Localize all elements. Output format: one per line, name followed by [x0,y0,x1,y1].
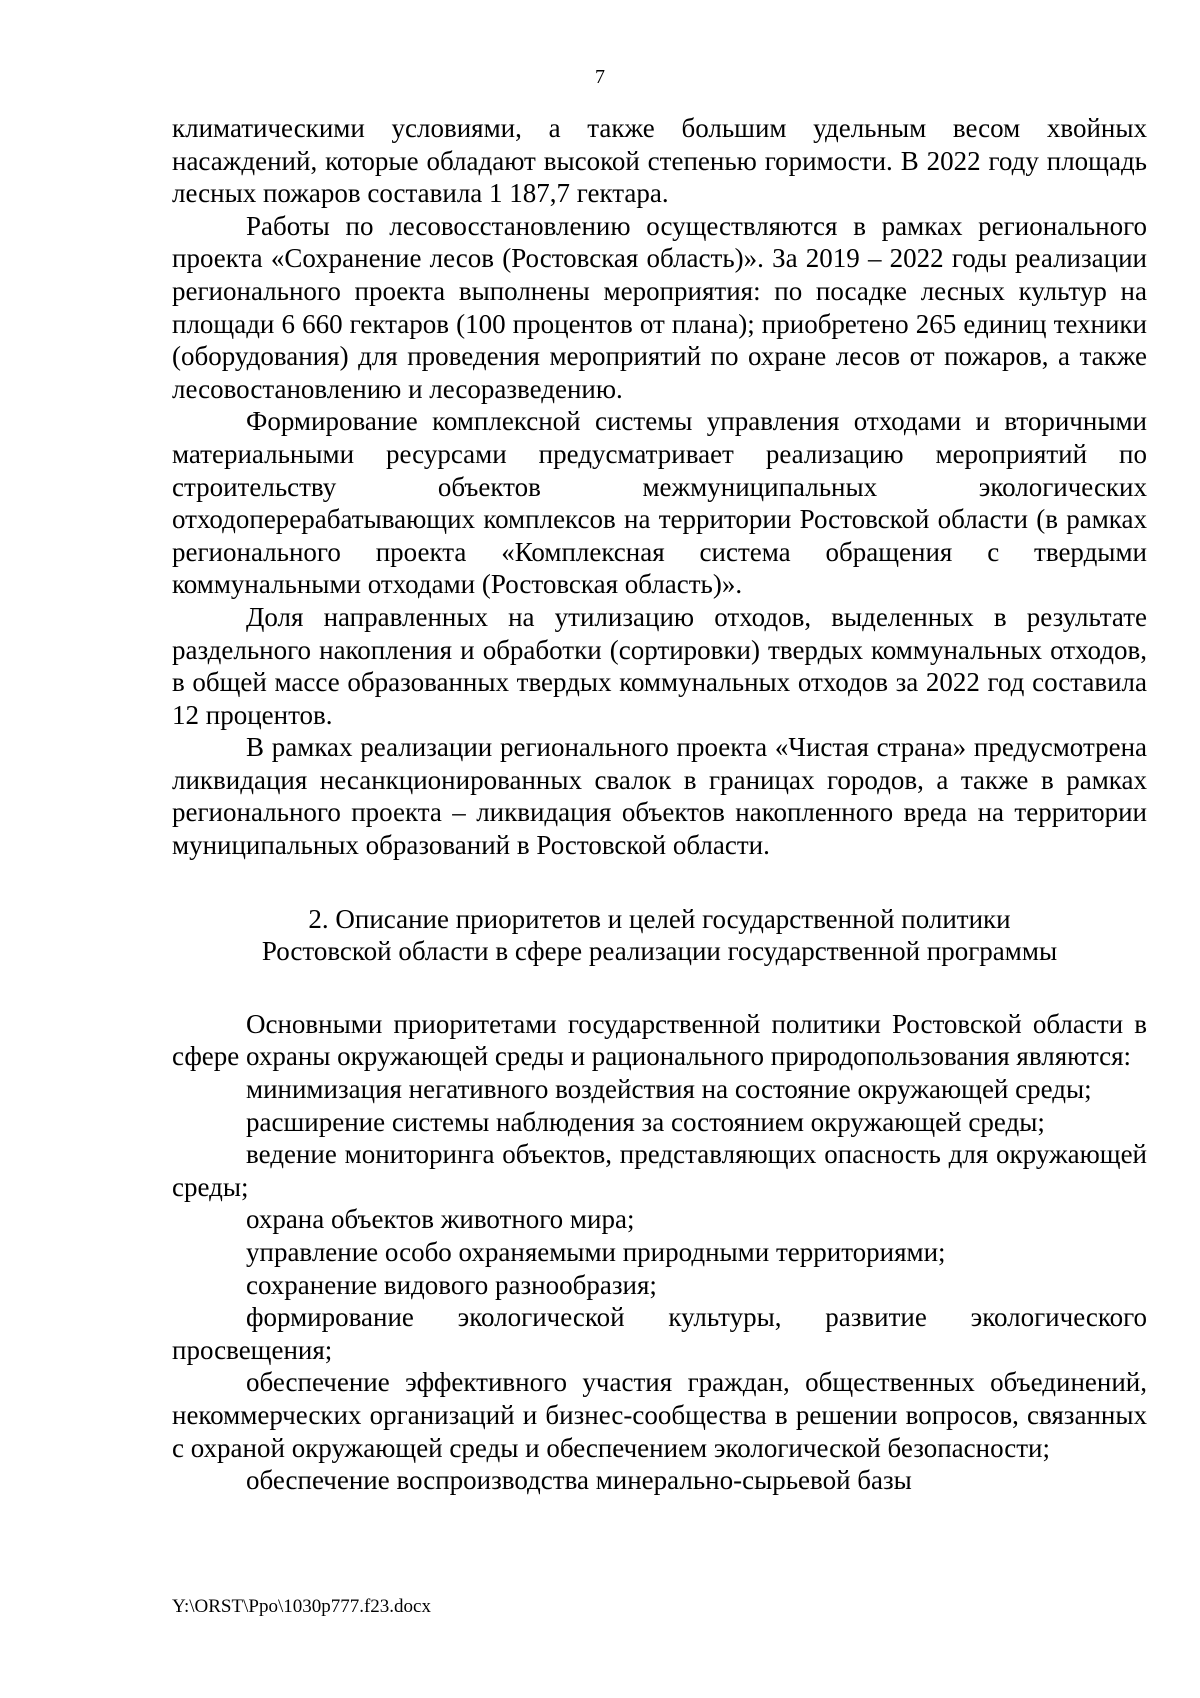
paragraph-waste-management: Формирование комплексной системы управления отходами и вторичными материальными ресурсами предусматривает реализацию мероприятий по строительству объектов межмуниципальных экологических отходоперерабатывающих комплексов на территории Ростовской области (в рамках регионального проекта «Комплексная система обращения с твердыми коммунальными отходами (Ростовская область)». [172,406,1147,600]
section-heading [172,903,1147,968]
paragraph-continued: климатическими условиями, а также большим удельным весом хвойных насаждений, которые обладают высокой степенью горимости. В 2022 году площадь лесных пожаров составила 1 187,7 гектара. [172,113,1147,209]
priority-item: управление особо охраняемыми природными территориями; [246,1237,946,1267]
priority-item: обеспечение эффективного участия граждан, общественных объединений, некоммерческих организаций и бизнес-сообщества в решении вопросов, связанных с охраной окружающей среды и обеспечением экологической безопасности; [172,1367,1147,1463]
priority-item: обеспечение воспроизводства минерально-сырьевой базы [246,1465,912,1496]
page-number: 7 [595,66,605,88]
footer-file-path: Y:\ORST\Ppo\1030p777.f23.docx [172,1596,431,1617]
section-heading-line-2: Ростовской области в сфере реализации государственной программы [261,936,1058,967]
priority-item: охрана объектов животного мира; [246,1204,635,1235]
paragraph-clean-country: В рамках реализации регионального проекта «Чистая страна» предусмотрена ликвидация несанкционированных свалок в границах городов, а также в рамках регионального проекта – ликвидация объектов накопленного вреда на территории муниципальных образований в Ростовской области. [172,732,1147,861]
paragraph-priorities-intro: Основными приоритетами государственной политики Ростовской области в сфере охраны окружающей среды и рационального природопользования являются: [172,1008,1147,1072]
priority-item: ведение мониторинга объектов, представляющих опасность для окружающей среды; [172,1139,1147,1202]
priority-item: минимизация негативного воздействия на состояние окружающей среды; [246,1074,1092,1105]
paragraph-forest-restoration: Работы по лесовосстановлению осуществляются в рамках регионального проекта «Сохранение лесов (Ростовская область)». За 2019 – 2022 годы реализации регионального проекта выполнены мероприятия: по посадке лесных культур на площади 6 660 гектаров (100 процентов от плана); приобретено 265 единиц техники (оборудования) для проведения мероприятий по охране лесов от пожаров, а также лесовостановлению и лесоразведению. [172,210,1147,404]
priority-item: формирование экологической культуры, развитие экологического просвещения; [172,1302,1147,1365]
priority-item: расширение системы наблюдения за состоянием окружающей среды; [246,1106,1045,1137]
priority-item: сохранение видового разнообразия; [246,1269,657,1300]
section-heading-line-1: 2. Описание приоритетов и целей государственной политики [308,903,1011,934]
document-body [172,112,1147,1497]
paragraph-waste-share: Доля направленных на утилизацию отходов, выделенных в результате раздельного накопления и обработки (сортировки) твердых коммунальных отходов, в общей массе образованных твердых коммунальных отходов за 2022 год составила 12 процентов. [172,601,1147,730]
